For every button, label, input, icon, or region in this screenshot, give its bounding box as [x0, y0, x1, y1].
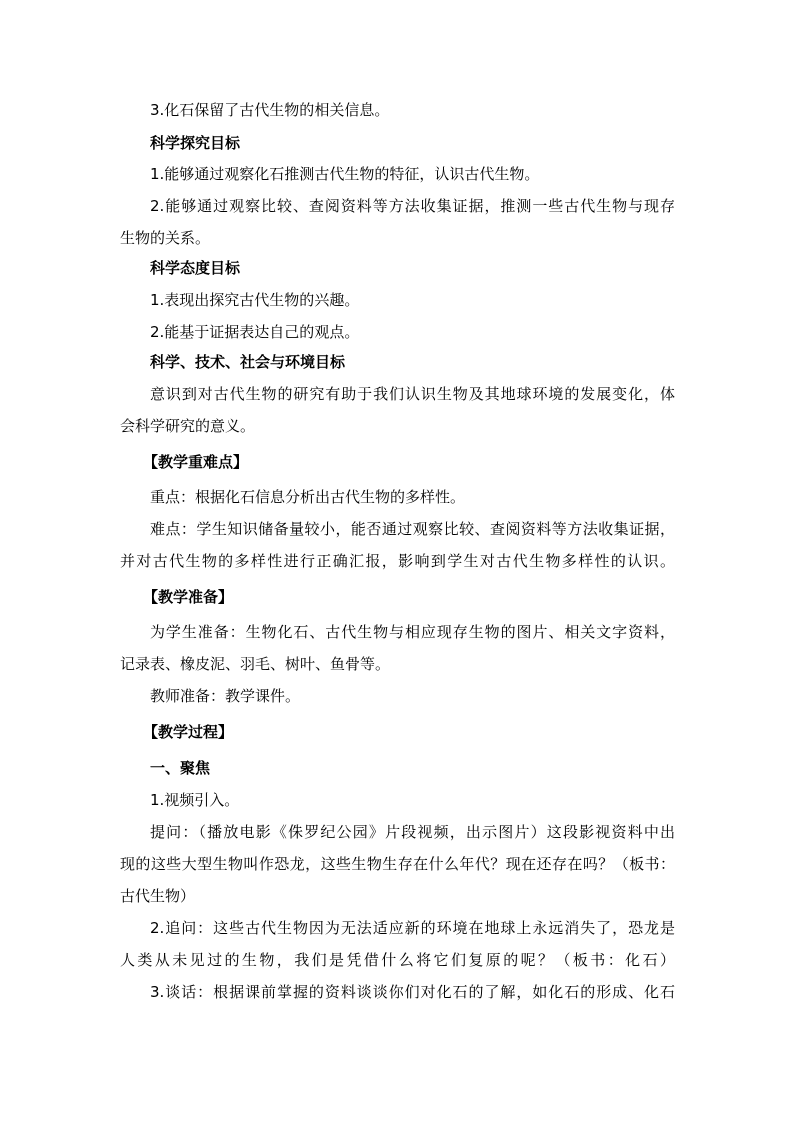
- key-point: 重点：根据化石信息分析出古代生物的多样性。: [150, 488, 466, 506]
- section-heading-key-difficult-points: 【教学重难点】: [143, 453, 249, 471]
- follow-up-line-1: 2.追问：这些古代生物因为无法适应新的环境在地球上永远消失了，恐龙是: [150, 919, 675, 937]
- section-heading-preparation: 【教学准备】: [143, 588, 234, 606]
- follow-up-line-2: 人类从未见过的生物，我们是凭借什么将它们复原的呢？（板书：化石）: [120, 951, 675, 969]
- difficult-point-line-2: 并对古代生物的多样性进行正确汇报，影响到学生对古代生物多样性的认识。: [120, 552, 675, 570]
- step-1-video-intro: 1.视频引入。: [150, 791, 240, 809]
- subsection-heading-focus: 一、聚焦: [150, 759, 211, 777]
- attitude-goal-2: 2.能基于证据表达自己的观点。: [150, 323, 360, 341]
- inquiry-goal-2-line-1: 2.能够通过观察比较、查阅资料等方法收集证据，推测一些古代生物与现存: [150, 197, 675, 215]
- question-line-2: 现的这些大型生物叫作恐龙，这些生物生存在什么年代？现在还存在吗？（板书：: [120, 855, 675, 873]
- difficult-point-line-1: 难点：学生知识储备量较小，能否通过观察比较、查阅资料等方法收集证据，: [150, 520, 675, 538]
- attitude-goal-1: 1.表现出探究古代生物的兴趣。: [150, 291, 360, 309]
- teacher-preparation: 教师准备：教学课件。: [150, 687, 301, 705]
- question-line-1: 提问：（播放电影《侏罗纪公园》片段视频，出示图片）这段影视资料中出: [150, 823, 675, 841]
- student-preparation-line-1: 为学生准备：生物化石、古代生物与相应现存生物的图片、相关文字资料，: [150, 623, 675, 641]
- stse-goal-line-1: 意识到对古代生物的研究有助于我们认识生物及其地球环境的发展变化，体: [150, 385, 675, 403]
- section-heading-attitude-goals: 科学态度目标: [150, 259, 241, 277]
- stse-goal-line-2: 会科学研究的意义。: [120, 417, 256, 435]
- discussion-line-1: 3.谈话：根据课前掌握的资料谈谈你们对化石的了解，如化石的形成、化石: [150, 983, 675, 1001]
- inquiry-goal-2-line-2: 生物的关系。: [120, 229, 211, 247]
- goal-item-3: 3.化石保留了古代生物的相关信息。: [150, 101, 390, 119]
- section-heading-stse-goals: 科学、技术、社会与环境目标: [150, 353, 346, 371]
- section-heading-teaching-process: 【教学过程】: [143, 723, 234, 741]
- section-heading-inquiry-goals: 科学探究目标: [150, 134, 241, 152]
- student-preparation-line-2: 记录表、橡皮泥、羽毛、树叶、鱼骨等。: [120, 655, 391, 673]
- question-line-3: 古代生物）: [120, 887, 196, 905]
- inquiry-goal-1: 1.能够通过观察化石推测古代生物的特征，认识古代生物。: [150, 165, 540, 183]
